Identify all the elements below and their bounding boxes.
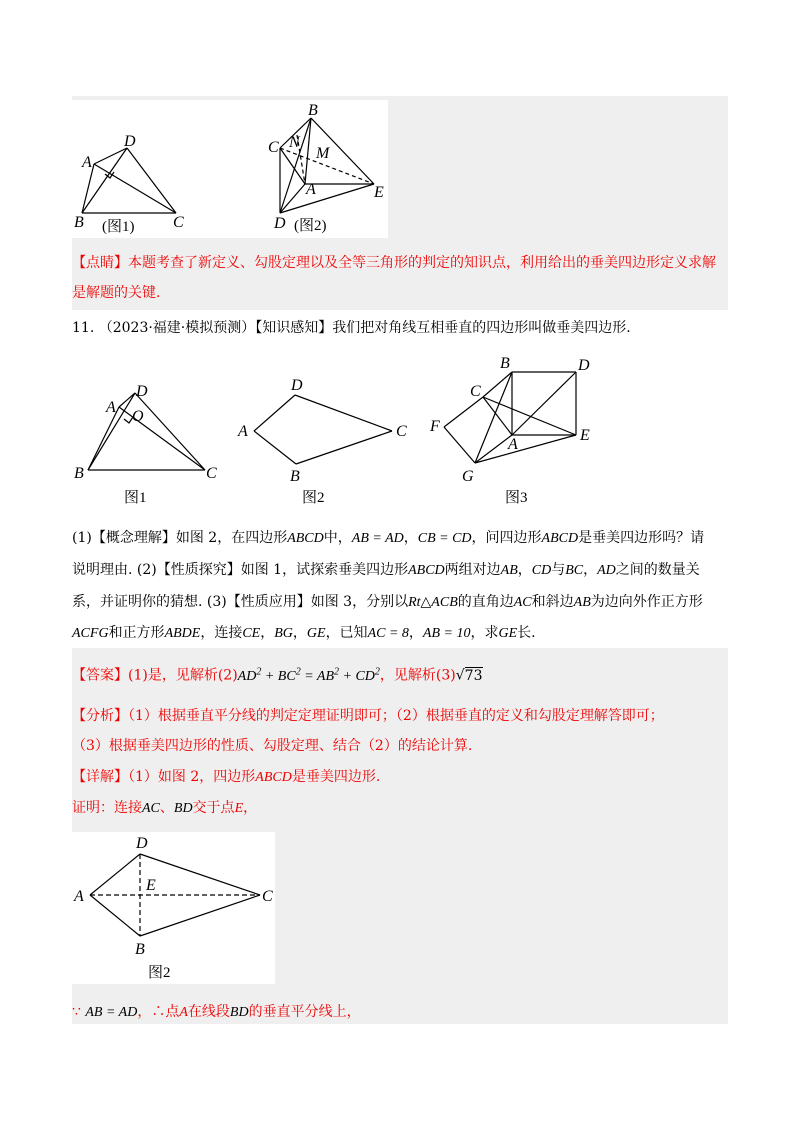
last-math-2: A — [179, 1005, 188, 1020]
q11-p4-math-4: BG — [274, 626, 293, 641]
q11-p4-math-1: ACFG — [72, 626, 109, 641]
q11-fig3-label-c: C — [470, 383, 481, 400]
q11-p2-math-1: ABCD — [408, 563, 445, 578]
last-text-a: ，∴点 — [137, 1004, 180, 1020]
q11-fig1-label-d: D — [136, 383, 148, 400]
formula-cd: CD — [355, 668, 375, 684]
q11-fig3-label-g: G — [462, 468, 474, 485]
q11-p4-text-c: ， — [260, 625, 275, 641]
q11-text-line1 — [72, 524, 704, 553]
prev-figures — [72, 100, 388, 238]
q11-figure-svg — [72, 350, 612, 510]
sqrt-sign: √ — [455, 667, 465, 684]
q11-figures — [72, 350, 612, 510]
q11-fig3-label-e: E — [580, 427, 590, 444]
formula-exp-3: 2 — [334, 666, 339, 677]
q11-p4-math-5: GE — [306, 626, 326, 641]
detail-text-a: （1）如图 2，四边形 — [128, 769, 256, 785]
last-math-3: BD — [229, 1005, 249, 1020]
last-text-c: 的垂直平分线上， — [248, 1004, 361, 1020]
q11-fig2 — [254, 395, 392, 464]
answer-formula — [237, 666, 380, 684]
proof-math-1: AC — [142, 801, 160, 816]
q11-p2-text-d: 与 — [551, 562, 566, 578]
prev-fig1 — [82, 148, 176, 213]
proof-math-2: BD — [173, 801, 193, 816]
prev-fig1-label-c: C — [173, 214, 184, 231]
q11-fig1-label-c: C — [206, 465, 217, 482]
q11-intro-tag: 【知识感知】 — [255, 320, 333, 336]
detail-line1 — [72, 763, 380, 792]
prev-comment-line2 — [72, 279, 160, 307]
sqrt-value: 73 — [464, 667, 483, 684]
formula-bc: BC — [277, 668, 296, 684]
analysis-line2 — [72, 732, 472, 760]
answer-line — [72, 658, 483, 691]
q11-fig1-label-a: A — [106, 399, 116, 416]
analysis-text-1: （1）根据垂直平分线的判定定理证明即可；（2）根据垂直的定义和勾股定理解答即可； — [128, 708, 664, 724]
q11-p1-text-a: (1)【概念理解】如图 2，在四边形 — [72, 530, 288, 546]
because-symbol: ∵ — [72, 1004, 81, 1020]
prev-fig1-label-d: D — [124, 133, 136, 150]
formula-exp-2: 2 — [295, 666, 301, 677]
comment-tag: 【点睛】 — [72, 255, 128, 271]
answer-sqrt — [456, 667, 483, 684]
q11-p4-math-8: GE — [498, 626, 518, 641]
detail-caption: 图2 — [148, 965, 171, 981]
prev-fig1-caption: (图1) — [102, 219, 135, 235]
q11-p3-text-a: 系，并证明你的猜想. (3)【性质应用】如图 3，分别以 — [72, 594, 409, 610]
q11-p1-text-c: ， — [403, 530, 418, 546]
q11-p4-math-2: ABDE — [164, 626, 201, 641]
last-math-1: AB = AD — [85, 1005, 138, 1020]
comment-text-2: 是解题的关键. — [72, 285, 161, 301]
q11-p1-text-b: 中， — [323, 530, 352, 546]
q11-fig3-caption: 图3 — [505, 490, 528, 506]
q11-text-line3 — [72, 588, 703, 617]
prev-comment-line1 — [72, 249, 716, 277]
q11-p2-text-f: 之间的数量关 — [615, 562, 700, 578]
detail-label-b: B — [135, 941, 145, 958]
analysis-line1 — [72, 702, 664, 730]
q11-p3-math-1: Rt△ACB — [408, 595, 458, 610]
q11-p4-math-7: AB = 10 — [422, 626, 471, 641]
detail-text-b: 是垂美四边形. — [291, 769, 381, 785]
q11-p2-math-4: BC — [565, 563, 584, 578]
q11-p1-text-d: ，问四边形 — [471, 530, 542, 546]
comment-text-1: 本题考查了新定义、勾股定理以及全等三角形的判定的知识点，利用给出的垂美四边形定义求解 — [128, 255, 716, 271]
q11-p3-text-b: 的直角边 — [457, 594, 514, 610]
q11-source: （2023·福建·模拟预测） — [98, 320, 256, 336]
proof-text-d: ， — [243, 800, 258, 816]
q11-fig2-label-b: B — [290, 468, 300, 485]
formula-plus-2: + — [339, 668, 356, 684]
q11-p2-math-3: CD — [531, 563, 552, 578]
prev-fig2-caption: (图2) — [294, 218, 327, 234]
analysis-text-2: （3）根据垂美四边形的性质、勾股定理、结合（2）的结论计算. — [72, 738, 473, 754]
proof-text-c: 交于点 — [192, 800, 235, 816]
detail-figure-svg — [72, 832, 275, 984]
q11-p2-math-5: AD — [597, 563, 616, 578]
proof-point-e: E — [234, 801, 244, 816]
q11-p4-text-a: 和正方形 — [108, 625, 165, 641]
last-text-b: 在线段 — [187, 1004, 230, 1020]
formula-ad: AD — [237, 668, 257, 684]
q11-p4-math-3: CE — [242, 626, 261, 641]
answer-tag: 【答案】 — [72, 667, 128, 684]
analysis-tag: 【分析】 — [72, 708, 128, 724]
prev-fig2-label-a: A — [306, 181, 316, 198]
formula-exp-4: 2 — [374, 666, 380, 677]
q11-p2-text-e: ， — [583, 562, 598, 578]
proof-text-a: 证明：连接 — [72, 800, 142, 816]
prev-figure-svg — [72, 100, 388, 238]
q11-p2-math-2: AB — [500, 563, 518, 578]
detail-label-d: D — [136, 835, 148, 852]
q11-fig2-caption: 图2 — [302, 490, 325, 506]
q11-p2-text-a: 说明理由. (2)【性质探究】如图 1，试探索垂美四边形 — [72, 562, 409, 578]
prev-fig2-label-m: M — [316, 145, 330, 162]
answer-text-a: (1)是，见解析(2) — [128, 667, 238, 684]
q11-p4-text-d: ， — [292, 625, 307, 641]
formula-plus-1: + — [261, 668, 278, 684]
prev-fig2-label-b: B — [308, 102, 318, 119]
q11-p4-text-b: ，连接 — [200, 625, 243, 641]
q11-text-line4 — [72, 619, 536, 648]
detail-figure — [72, 832, 275, 984]
q11-fig3-label-f: F — [430, 418, 440, 435]
prev-fig1-label-b: B — [74, 214, 84, 231]
formula-exp-1: 2 — [256, 666, 262, 677]
q11-fig3-label-d: D — [578, 357, 590, 374]
q11-fig3-label-b: B — [500, 355, 510, 372]
q11-p2-text-c: ， — [517, 562, 532, 578]
detail-proof-line — [72, 794, 257, 823]
q11-p4-text-e: ，已知 — [325, 625, 368, 641]
q11-p3-math-3: AB — [573, 595, 591, 610]
prev-fig2-label-e: E — [374, 184, 384, 201]
detail-math-1: ABCD — [255, 770, 292, 785]
q11-fig1-label-b: B — [74, 465, 84, 482]
q11-p3-text-c: 和斜边 — [531, 594, 574, 610]
q11-p4-text-f: ， — [408, 625, 423, 641]
q11-fig1-caption: 图1 — [124, 490, 147, 506]
answer-text-b: ，见解析(3) — [379, 667, 456, 684]
q11-fig2-label-c: C — [396, 423, 407, 440]
q11-p4-text-g: ，求 — [470, 625, 499, 641]
prev-fig2-label-n: N — [289, 134, 300, 151]
prev-fig2 — [280, 118, 374, 213]
q11-text-line2 — [72, 556, 700, 585]
q11-fig2-label-a: A — [238, 423, 248, 440]
q11-header — [72, 314, 631, 342]
formula-ab: AB — [316, 668, 334, 684]
formula-eq: = — [300, 668, 317, 684]
q11-p3-text-d: 为边向外作正方形 — [590, 594, 703, 610]
prev-fig2-label-c: C — [268, 139, 279, 156]
detail-tag: 【详解】 — [72, 769, 128, 785]
q11-p1-math-3: CB = CD — [417, 531, 472, 546]
last-line — [72, 998, 361, 1027]
q11-p4-text-h: 长. — [517, 625, 536, 641]
q11-p3-math-2: AC — [513, 595, 532, 610]
detail-label-a: A — [74, 888, 84, 905]
q11-p1-math-4: ABCD — [541, 531, 579, 546]
prev-fig2-label-d: D — [274, 215, 286, 232]
q11-p4-math-6: AC = 8 — [367, 626, 409, 641]
q11-p1-math-1: ABCD — [287, 531, 324, 546]
q11-p2-text-b: 两组对边 — [444, 562, 501, 578]
q11-p1-math-2: AB = AD — [351, 531, 404, 546]
q11-intro: 我们把对角线互相垂直的四边形叫做垂美四边形. — [332, 320, 631, 336]
detail-label-c: C — [262, 888, 273, 905]
q11-p1-text-e: 是垂美四边形吗？请 — [578, 530, 705, 546]
q11-fig2-label-d: D — [291, 377, 303, 394]
proof-text-b: 、 — [159, 800, 174, 816]
q11-number: 11. — [72, 320, 95, 336]
prev-fig1-label-a: A — [82, 154, 92, 171]
q11-fig1-label-o: O — [132, 408, 144, 425]
q11-fig3-label-a: A — [508, 436, 518, 453]
detail-kite — [90, 854, 260, 936]
detail-label-e: E — [146, 877, 156, 894]
